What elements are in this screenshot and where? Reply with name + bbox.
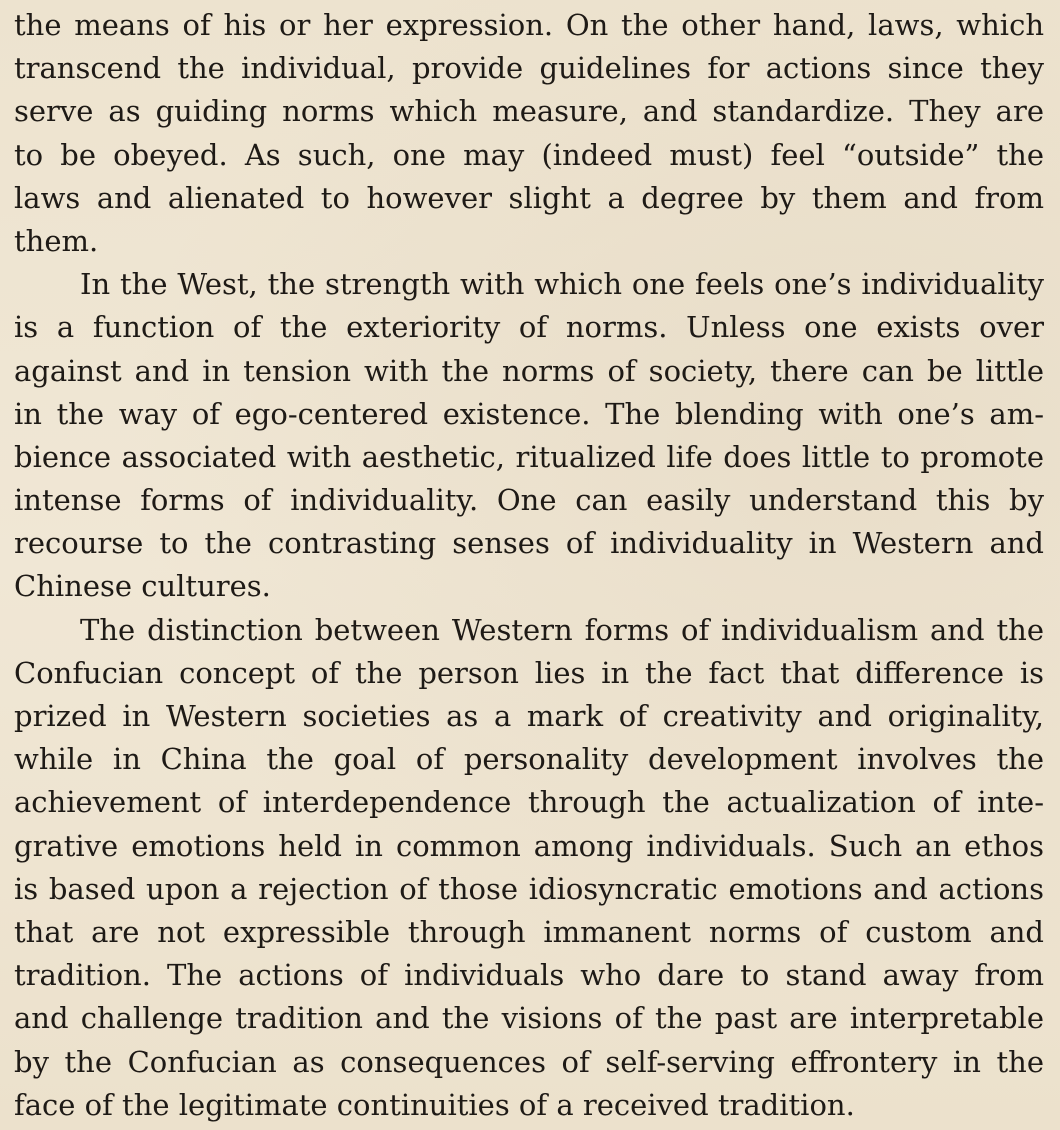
text-line: while in China the goal of personality development involves the [14,742,1044,777]
text-line: in the way of ego-centered existence. The blending with one’s am- [14,396,1044,431]
text-line: that are not expressible through immanent norms of custom and [14,914,1044,949]
text-line: recourse to the contrasting senses of individuality in Western and [14,526,1044,561]
text-line: bience associated with aesthetic, ritualized life does little to promote [14,439,1044,474]
text-line: to be obeyed. As such, one may (indeed must) feel “outside” the [14,137,1044,172]
text-line: transcend the individual, provide guidelines for actions since they [14,51,1044,86]
text-line: against and in tension with the norms of society, there can be little [14,353,1044,388]
text-line: prized in Western societies as a mark of creativity and originality, [14,699,1044,733]
text-line: In the West, the strength with which one feels one’s individuality [80,267,1044,302]
text-line: tradition. The actions of individuals who dare to stand away from [14,958,1044,993]
text-line: and challenge tradition and the visions of the past are interpretable [14,1001,1044,1036]
text-line: Chinese cultures. [14,569,271,604]
text-line: is a function of the exteriority of norms. Unless one exists over [14,310,1044,345]
text-line: achievement of interdependence through the actualization of inte- [14,785,1044,820]
text-line: them. [14,223,99,258]
text-line: is based upon a rejection of those idiosyncratic emotions and actions [14,871,1044,906]
text-line: Confucian concept of the person lies in the fact that difference is [14,655,1044,690]
paragraph-2 [14,263,1044,609]
paragraph-3 [14,609,1044,1127]
text-line: laws and alienated to however slight a degree by them and from [14,180,1044,215]
text-line: serve as guiding norms which measure, and standardize. They are [14,94,1044,129]
paragraph-1 [14,4,1044,263]
text-line: intense forms of individuality. One can easily understand this by [14,483,1044,518]
text-line: the means of his or her expression. On the other hand, laws, which [14,8,1044,42]
text-line: by the Confucian as consequences of self-serving effrontery in the [14,1044,1044,1079]
text-line: face of the legitimate continuities of a received tradition. [14,1087,855,1122]
body-text [14,4,1044,1127]
text-line: The distinction between Western forms of individualism and the [80,612,1044,647]
text-line: grative emotions held in common among individuals. Such an ethos [14,828,1044,863]
